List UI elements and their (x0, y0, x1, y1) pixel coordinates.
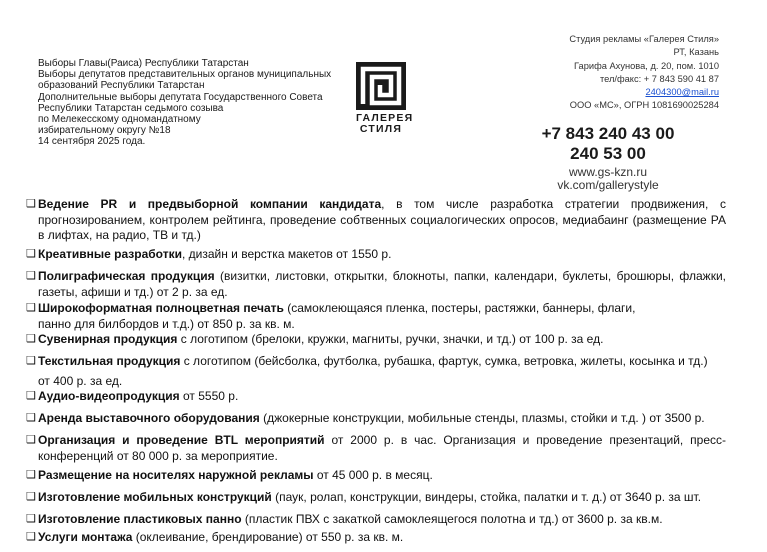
service-desc: (визитки, листовки, открытки, блокноты, папки, календари, буклеты, брошюры, флажки, газеты, афиши и тд.) от 2 р. за ед. (38, 269, 726, 299)
checkbox-bullet-icon: ❑ (26, 198, 36, 210)
service-desc: , в том числе разработка стратегии продвижения, с прогнозированием, контролем рейтинга, проведение собтвенных социалогических опросов, медиабаинг (размещение РА в лифтах, на радио, ТВ и тд.) (38, 197, 726, 242)
checkbox-bullet-icon: ❑ (26, 412, 36, 424)
city: РТ, Казань (673, 47, 719, 58)
checkbox-bullet-icon: ❑ (26, 355, 36, 367)
service-item (26, 468, 726, 484)
service-title: Организация и проведение BTL мероприятий (38, 433, 325, 447)
service-title: Широкоформатная полноцветная печать (38, 301, 284, 315)
service-item (26, 269, 726, 300)
logo-mark (356, 62, 406, 110)
service-title: Изготовление пластиковых панно (38, 512, 242, 526)
service-desc: от 5550 р. (179, 389, 239, 403)
checkbox-bullet-icon: ❑ (26, 434, 36, 446)
service-desc-cont: панно для билбордов и т.д.) от 850 р. за кв. м. (38, 316, 295, 331)
service-title: Аренда выставочного оборудования (38, 411, 260, 425)
service-item (26, 247, 726, 263)
election-line: Выборы Главы(Раиса) Республики Татарстан (38, 58, 249, 69)
service-desc: (пластик ПВХ с закаткой самоклеящегося полотна и тд.) от 3600 р. за кв.м. (241, 512, 663, 526)
web-links (508, 166, 708, 192)
election-line: Дополнительные выборы депутата Государственного Совета (38, 91, 323, 103)
election-line: по Мелекесскому одномандатному (38, 114, 201, 126)
checkbox-bullet-icon: ❑ (26, 513, 36, 525)
service-desc: , дизайн и верстка макетов от 1550 р. (181, 247, 392, 261)
service-title: Креативные разработки (38, 247, 182, 261)
service-title: Изготовление мобильных конструкций (38, 490, 272, 504)
phones (508, 124, 708, 164)
service-desc-cont: от 400 р. за ед. (38, 373, 123, 388)
election-info (38, 58, 358, 148)
service-item (26, 433, 726, 464)
logo (356, 62, 414, 135)
service-title: Услуги монтажа (38, 530, 133, 544)
studio-name: Студия рекламы «Галерея Стиля» (569, 34, 719, 44)
checkbox-bullet-icon: ❑ (26, 302, 36, 314)
website-link[interactable]: www.gs-kzn.ru (568, 165, 648, 179)
service-item (26, 530, 726, 546)
service-desc: (самоклеющаяся пленка, постеры, растяжки, баннеры, флаги, (283, 301, 636, 315)
election-line: 14 сентября 2025 года. (38, 136, 146, 148)
election-line: Республики Татарстан седьмого созыва (38, 102, 224, 114)
checkbox-bullet-icon: ❑ (26, 531, 36, 543)
logo-text-line2: СТИЛЯ (359, 123, 403, 135)
service-title: Сувенирная продукция (38, 332, 178, 346)
service-desc: с логотипом (брелоки, кружки, магниты, ручки, значки, и тд.) от 100 р. за ед. (177, 332, 604, 346)
service-item (26, 411, 726, 427)
service-item (26, 301, 726, 332)
service-title: Аудио-видеопродукция (38, 389, 180, 403)
service-title: Текстильная продукция (38, 354, 181, 368)
service-item (26, 354, 726, 389)
logo-text-line1: ГАЛЕРЕЯ (356, 112, 414, 124)
checkbox-bullet-icon: ❑ (26, 469, 36, 481)
service-desc: от 2000 р. в час. Организация и проведение презентаций, пресс-конференций от 80 000 р. за мероприятие. (38, 433, 726, 463)
phone-second: 240 53 00 (570, 144, 646, 163)
service-title: Полиграфическая продукция (38, 269, 215, 283)
contacts (459, 33, 719, 113)
service-title: Ведение PR и предвыборной компании кандидата (38, 197, 382, 211)
service-item (26, 332, 726, 348)
service-desc: (джокерные конструкции, мобильные стенды, плазмы, стойки и т.д. ) от 3500 р. (259, 411, 705, 425)
service-item (26, 512, 726, 528)
checkbox-bullet-icon: ❑ (26, 270, 36, 282)
company-info: ООО «МС», ОГРН 1081690025284 (569, 100, 719, 111)
service-item (26, 197, 726, 244)
address: Гарифа Ахунова, д. 20, пом. 1010 (574, 60, 719, 71)
checkbox-bullet-icon: ❑ (26, 390, 36, 402)
election-line: образований Республики Татарстан (38, 80, 205, 92)
checkbox-bullet-icon: ❑ (26, 248, 36, 260)
phone-fax: тел/факс: + 7 843 590 41 87 (599, 73, 719, 84)
service-desc: с логотипом (бейсболка, футболка, рубашка, фартук, сумка, ветровка, жилеты, косынка и тд.) (180, 354, 708, 368)
checkbox-bullet-icon: ❑ (26, 491, 36, 503)
vk-link[interactable]: vk.com/gallerystyle (557, 178, 659, 192)
checkbox-bullet-icon: ❑ (26, 333, 36, 345)
service-desc: (оклеивание, брендирование) от 550 р. за кв. м. (132, 530, 404, 544)
phone-main: +7 843 240 43 00 (541, 124, 675, 143)
service-item (26, 389, 726, 405)
service-item (26, 490, 726, 506)
email-link[interactable]: 2404300@mail.ru (645, 87, 719, 98)
service-title: Размещение на носителях наружной рекламы (38, 468, 314, 482)
election-line: избирательному округу №18 (38, 125, 171, 137)
service-desc: (паук, ролап, конструкции, виндеры, стойка, палатки и т. д.) от 3640 р. за шт. (271, 490, 702, 504)
service-desc: от 45 000 р. в месяц. (313, 468, 433, 482)
election-line: Выборы депутатов представительных органов муниципальных (38, 69, 332, 81)
